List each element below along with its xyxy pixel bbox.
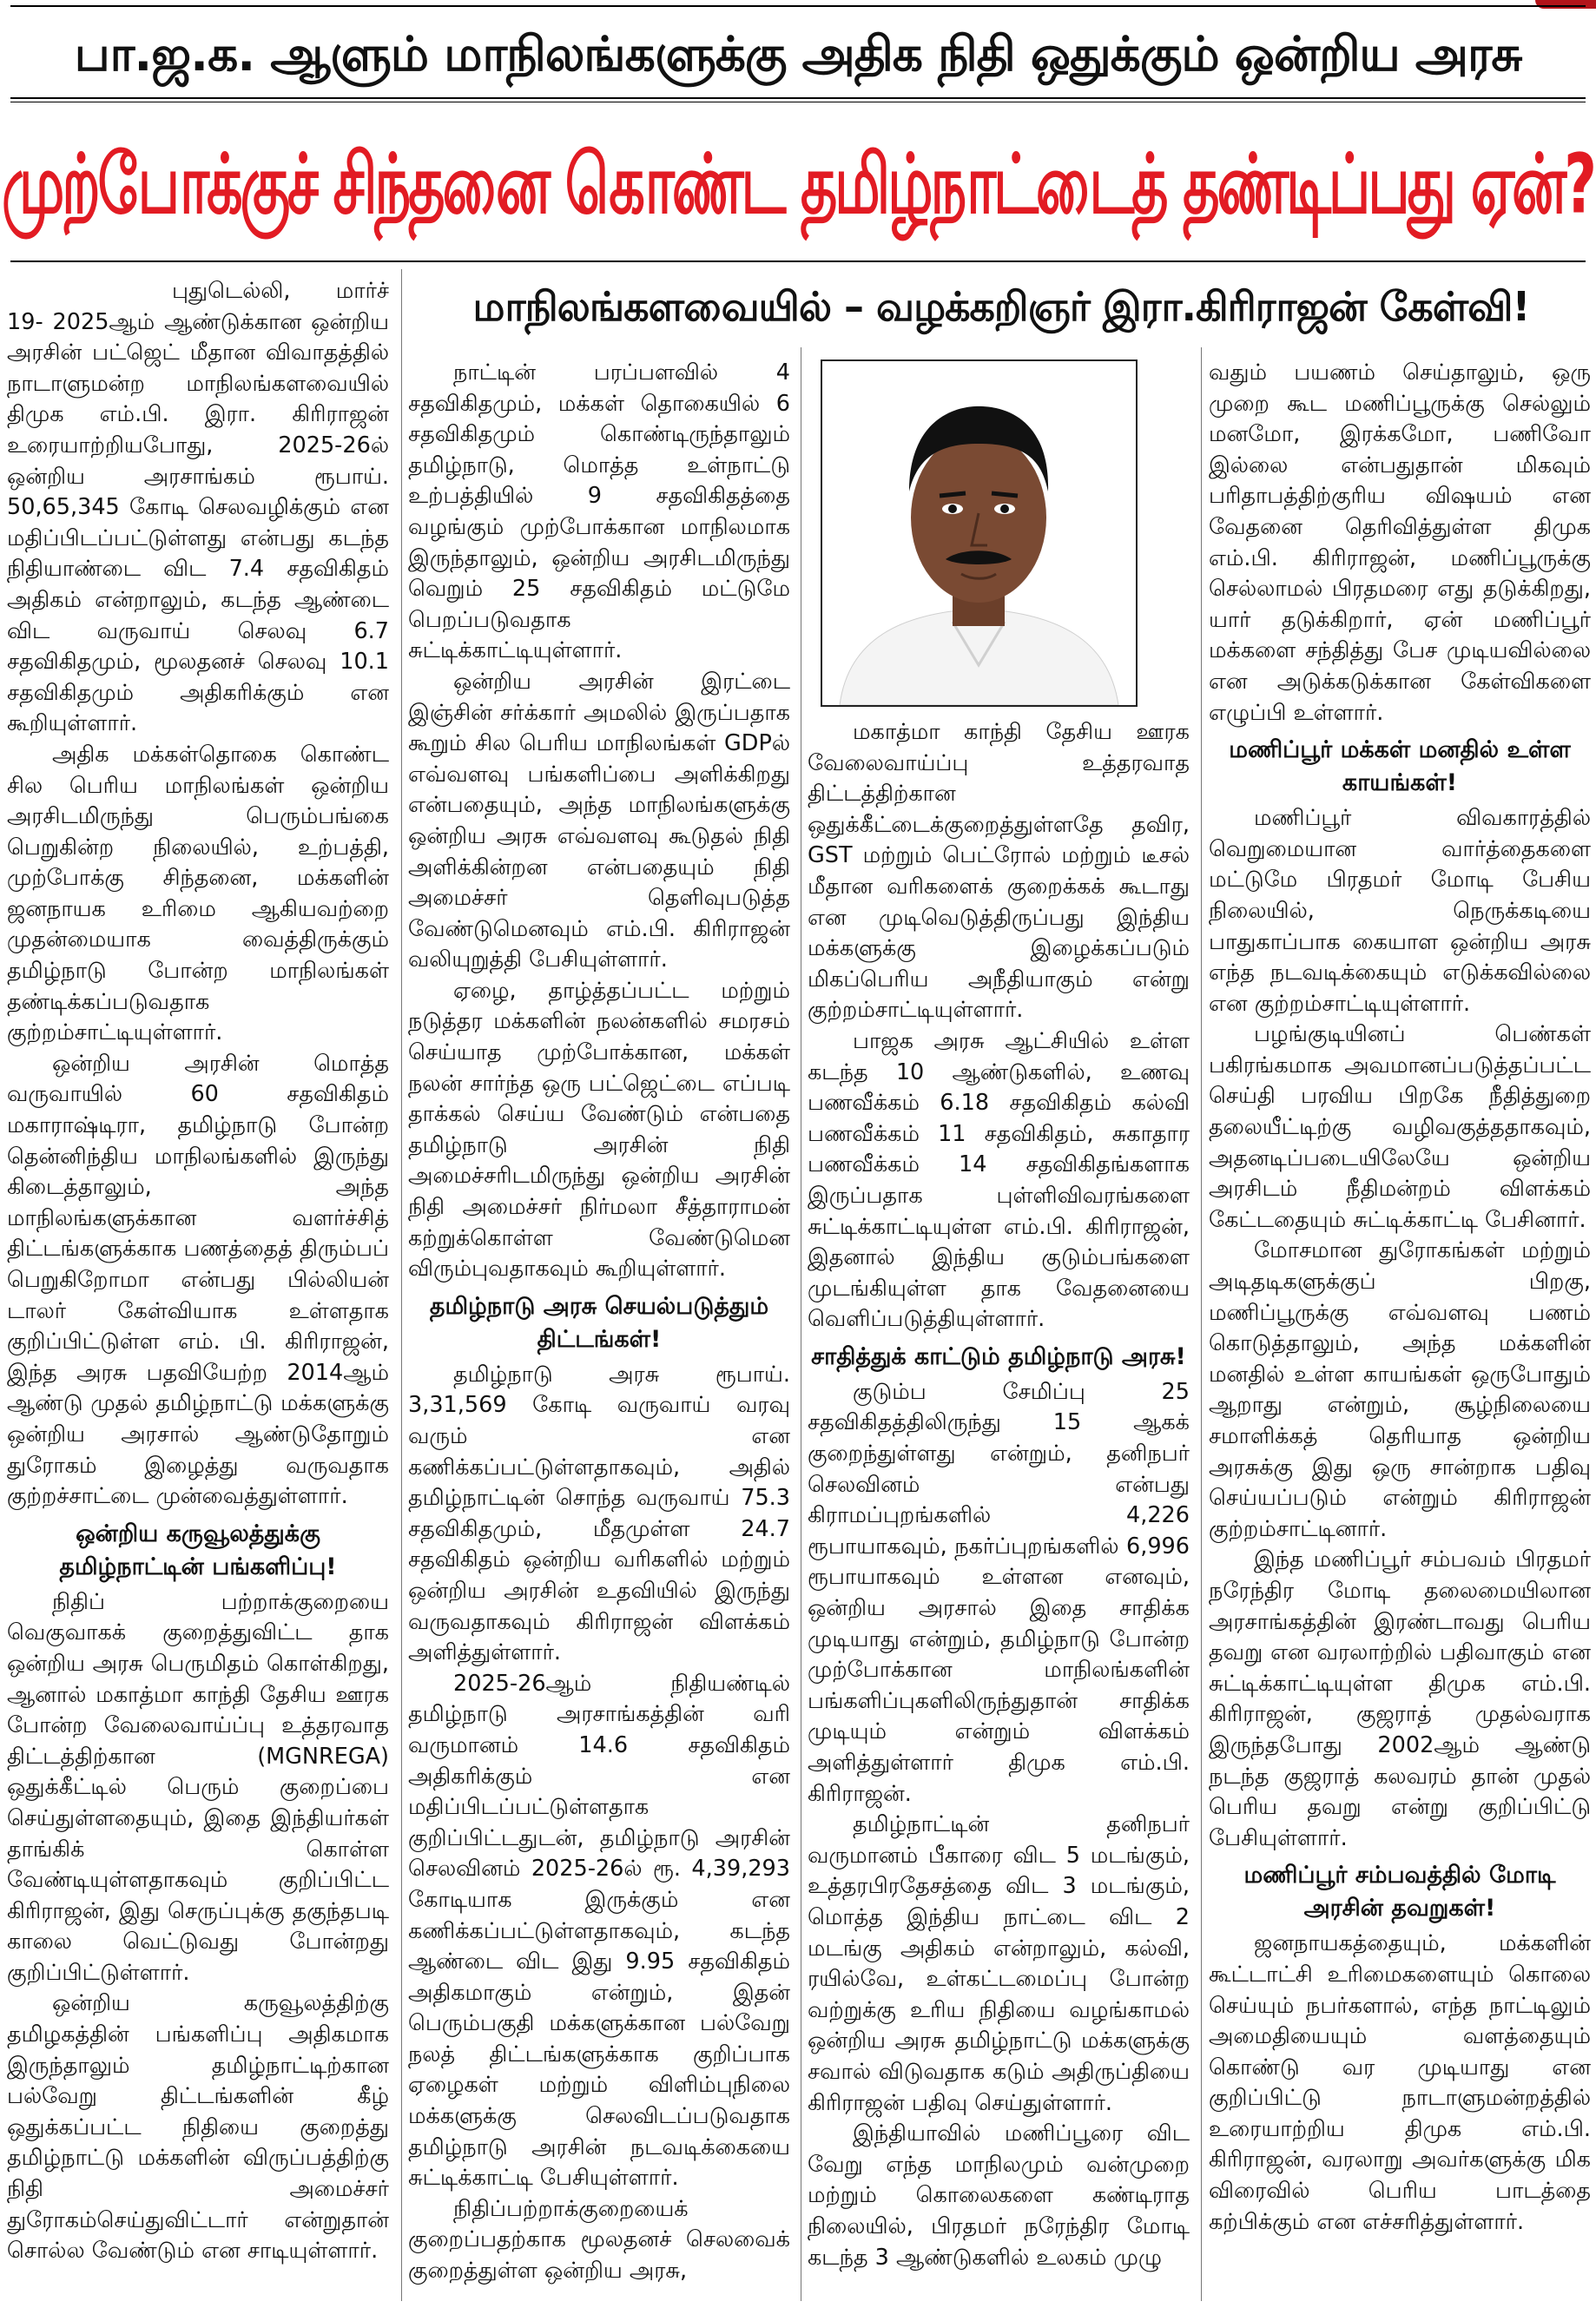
section-heading: தமிழ்நாடு அரசு செயல்படுத்தும் திட்டங்கள்!: [429, 1292, 769, 1353]
article-paragraph: ஒன்றிய அரசின் மொத்த வருவாயில் 60 சதவிகிதம் மகாராஷ்டிரா, தமிழ்நாடு போன்ற தென்னிந்திய மாநிலங்களில் இருந்து கிடைத்தாலும், அந்த மாநிலங்களுக்கான வளர்ச்சித் திட்டங்களுக்காக பணத்தைத் திரும்பப் பெறுகிறோமா என்பது பில்லியன் டாலர் கேள்வியாக உள்ளதாக குறிப்பிட்டுள்ள எம். பி. கிரிராஜன், இந்த அரசு பதவியேற்ற 2014ஆம் ஆண்டு முதல் தமிழ்நாட்டு மக்களுக்கு ஒன்றிய அரசால் ஆண்டுதோறும் துரோகம் இழைத்து வருவதாக குற்றச்சாட்டை முன்வைத்துள்ளார்.: [7, 1050, 389, 1510]
article-paragraph: நிதிப்பற்றாக்குறையைக் குறைப்பதற்காக மூலதனச் செலவைக் குறைத்துள்ள ஒன்றிய அரசு,: [408, 2195, 790, 2285]
article-paragraph: நாட்டின் பரப்பளவில் 4 சதவிகிதமும், மக்கள் தொகையில் 6 சதவிகிதமும் கொண்டிருந்தாலும் தமிழ்நாடு, மொத்த உள்நாட்டு உற்பத்தியில் 9 சதவிகிதத்தை வழங்கும் முற்போக்கான மாநிலமாக இருந்தாலும், ஒன்றிய அரசிடமிருந்து வெறும் 25 சதவிகிதம் மட்டுமே பெறப்படுவதாக சுட்டிக்காட்டியுள்ளார்.: [408, 359, 790, 664]
column-divider: [401, 269, 402, 2301]
article-column-2: [408, 358, 790, 2305]
corner-logo-mark: [1535, 0, 1596, 9]
main-headline: முற்போக்குச் சிந்தனை கொண்ட தமிழ்நாட்டைத் தண்டிப்பது ஏன்?: [2, 137, 1594, 233]
article-paragraph: நிதிப் பற்றாக்குறையை வெகுவாகக் குறைத்துவிட்ட தாக ஒன்றிய அரசு பெருமிதம் கொள்கிறது, ஆனால் மகாத்மா காந்தி தேசிய ஊரக போன்ற வேலைவாய்ப்பு உத்தரவாத திட்டத்திற்கான (MGNREGA) ஒதுக்கீட்டில் பெரும் குறைப்பை செய்துள்ளதையும், இதை இந்தியர்கள் தாங்கிக் கொள்ள வேண்டியுள்ளதாகவும் குறிப்பிட்ட கிரிராஜன், இது செருப்புக்கு தகுந்தபடி காலை வெட்டுவது போன்றது குறிப்பிட்டுள்ளார்.: [7, 1588, 389, 1986]
section-heading: ஒன்றிய கருவூலத்துக்கு தமிழ்நாட்டின் பங்களிப்பு!: [59, 1520, 337, 1580]
section-heading: சாதித்துக் காட்டும் தமிழ்நாடு அரசு!: [811, 1342, 1186, 1370]
subheadline: மாநிலங்களவையில் – வழக்கறிஞர் இரா.கிரிராஜன் கேள்வி!: [472, 283, 1530, 330]
section-heading: மணிப்பூர் சம்பவத்தில் மோடி அரசின் தவறுகள்!: [1243, 1862, 1556, 1922]
article-paragraph: அதிக மக்கள்தொகை கொண்ட சில பெரிய மாநிலங்கள் ஒன்றிய அரசிடமிருந்து பெரும்பங்கை பெறுகின்ற நிலையில், உற்பத்தி, முற்போக்கு சிந்தனை, மக்களின் ஜனநாயக உரிமை ஆகியவற்றை முதன்மையாக வைத்திருக்கும் தமிழ்நாடு போன்ற மாநிலங்கள் தண்டிக்கப்படுவதாக குற்றம்சாட்டியுள்ளார்.: [7, 741, 389, 1046]
article-column-3: [808, 717, 1190, 2305]
article-paragraph: குடும்ப சேமிப்பு 25 சதவிகிதத்திலிருந்து 15 ஆகக் குறைந்துள்ளது என்றும், தனிநபர் செலவினம் என்பது கிராமப்புறங்களில் 4,226 ரூபாயாகவும், நகர்ப்புறங்களில் 6,996 ரூபாயாகவும் உள்ளன எனவும், ஒன்றிய அரசால் இதை சாதிக்க முடியாது என்றும், தமிழ்நாடு போன்ற முற்போக்கான மாநிலங்களின் பங்களிப்புகளிலிருந்துதான் சாதிக்க முடியும் என்றும் விளக்கம் அளித்துள்ளார் திமுக எம்.பி. கிரிராஜன்.: [808, 1378, 1190, 1807]
article-column-4: [1209, 358, 1591, 2305]
article-paragraph: ஒன்றிய கருவூலத்திற்கு தமிழகத்தின் பங்களிப்பு அதிகமாக இருந்தாலும் தமிழ்நாட்டிற்கான பல்வேறு திட்டங்களின் கீழ் ஒதுக்கப்பட்ட நிதியை குறைத்து தமிழ்நாட்டு மக்களின் விருப்பத்திற்கு நிதி அமைச்சர் துரோகம்செய்துவிட்டார் என்றுதான் சொல்ல வேண்டும் என சாடியுள்ளார்.: [7, 1990, 389, 2265]
article-paragraph: பழங்குடியினப் பெண்கள் பகிரங்கமாக அவமானப்படுத்தப்பட்ட செய்தி பரவிய பிறகே நீதித்துறை தலையீட்டிற்கு வழிவகுத்ததாகவும், அதனடிப்படையிலேயே ஒன்றிய அரசிடம் நீதிமன்றம் விளக்கம் கேட்டதையும் சுட்டிக்காட்டி பேசினார்.: [1209, 1021, 1591, 1233]
article-column-1: [7, 276, 389, 2305]
article-paragraph: வதும் பயணம் செய்தாலும், ஒரு முறை கூட மணிப்பூருக்கு செல்லும் மனமோ, இரக்கமோ, பணிவோ இல்லை என்பதுதான் மிகவும் பரிதாபத்திற்குரிய விஷயம் என வேதனை தெரிவித்துள்ள திமுக எம்.பி. கிரிராஜன், மணிப்பூருக்கு செல்லாமல் பிரதமரை எது தடுக்கிறது, யார் தடுக்கிறார், ஏன் மணிப்பூர் மக்களை சந்தித்து பேச முடியவில்லை என அடுக்கடுக்கான கேள்விகளை எழுப்பி உள்ளார்.: [1209, 359, 1591, 726]
article-paragraph: மகாத்மா காந்தி தேசிய ஊரக வேலைவாய்ப்பு உத்தரவாத திட்டத்திற்கான ஒதுக்கீட்டைக்குறைத்துள்ளதே தவிர, GST மற்றும் பெட்ரோல் மற்றும் டீசல் மீதான வரிகளைக் குறைக்கக் கூடாது என முடிவெடுத்திருப்பது இந்திய மக்களுக்கு இழைக்கப்படும் மிகப்பெரிய அநீதியாகும் என்று குற்றம்சாட்டியுள்ளார்.: [808, 719, 1190, 1024]
article-paragraph: தமிழ்நாட்டின் தனிநபர் வருமானம் பீகாரை விட 5 மடங்கும், உத்தரபிரதேசத்தை விட 3 மடங்கும், மொத்த இந்திய நாட்டை விட 2 மடங்கு அதிகம் என்றாலும், கல்வி, ரயில்வே, உள்கட்டமைப்பு போன்ற வற்றுக்கு உரிய நிதியை வழங்காமல் ஒன்றிய அரசு தமிழ்நாட்டு மக்களுக்கு சவால் விடுவதாக கடும் அதிருப்தியை கிரிராஜன் பதிவு செய்துள்ளார்.: [808, 1811, 1190, 2116]
article-paragraph: மோசமான துரோகங்கள் மற்றும் அடிதடிகளுக்குப் பிறகு, மணிப்பூருக்கு எவ்வளவு பணம் கொடுத்தாலும், அந்த மக்களின் மனதில் உள்ள காயங்கள் ஒருபோதும் ஆறாது என்றும், சூழ்நிலையை சமாளிக்கத் தெரியாத ஒன்றிய அரசுக்கு இது ஒரு சான்றாக பதிவு செய்யப்படும் என்றும் கிரிராஜன் குற்றம்சாட்டினார்.: [1209, 1237, 1591, 1542]
article-paragraph: ஏழை, தாழ்த்தப்பட்ட மற்றும் நடுத்தர மக்களின் நலன்களில் சமரசம் செய்யாத முற்போக்கான, மக்கள் நலன் சார்ந்த ஒரு பட்ஜெட்டை எப்படி தாக்கல் செய்ய வேண்டும் என்பதை தமிழ்நாடு அரசின் நிதி அமைச்சரிடமிருந்து ஒன்றிய அரசின் நிதி அமைச்சர் நிர்மலா சீத்தாராமன் கற்றுக்கொள்ள வேண்டுமென விரும்புவதாகவும் கூறியுள்ளார்.: [408, 977, 790, 1283]
top-rule: [10, 5, 1586, 7]
article-paragraph: மணிப்பூர் விவகாரத்தில் வெறுமையான வார்த்தைகளை மட்டுமே பிரதமர் மோடி பேசிய நிலையில், நெருக்கடியை பாதுகாப்பாக கையாள ஒன்றிய அரசு எந்த நடவடிக்கையும் எடுக்கவில்லை என குற்றம்சாட்டியுள்ளார்.: [1209, 805, 1591, 1017]
portrait-photo-icon: [821, 359, 1138, 707]
column-divider: [1201, 347, 1202, 2301]
article-paragraph: ஒன்றிய அரசின் இரட்டை இஞ்சின் சர்க்கார் அமலில் இருப்பதாக கூறும் சில பெரிய மாநிலங்கள் GDPல் எவ்வளவு பங்களிப்பை அளிக்கிறது என்பதையும், அந்த மாநிலங்களுக்கு ஒன்றிய அரசு எவ்வளவு கூடுதல் நிதி அளிக்கின்றன என்பதையும் நிதி அமைச்சர் தெளிவுபடுத்த வேண்டுமெனவும் எம்.பி. கிரிராஜன் வலியுறுத்தி பேசியுள்ளார்.: [408, 668, 790, 973]
rule-under-headline: [10, 260, 1586, 262]
section-heading: மணிப்பூர் மக்கள் மனதில் உள்ள காயங்கள்!: [1229, 736, 1571, 797]
article-paragraph: ஜனநாயகத்தையும், மக்களின் கூட்டாட்சி உரிமைகளையும் கொலை செய்யும் நபர்களால், எந்த நாட்டிலும் அமைதியையும் வளத்தையும் கொண்டு வர முடியாது என குறிப்பிட்டு நாடாளுமன்றத்தில் உரையாற்றிய திமுக எம்.பி. கிரிராஜன், வரலாறு அவர்களுக்கு மிக விரைவில் பெரிய பாடத்தை கற்பிக்கும் என எச்சரித்துள்ளார்.: [1209, 1930, 1591, 2235]
article-paragraph: இந்தியாவில் மணிப்பூரை விட வேறு எந்த மாநிலமும் வன்முறை மற்றும் கொலைகளை கண்டிராத நிலையில், பிரதமர் நரேந்திர மோடி கடந்த 3 ஆண்டுகளில் உலகம் முழு: [808, 2120, 1190, 2271]
article-paragraph: பாஜக அரசு ஆட்சியில் உள்ள கடந்த 10 ஆண்டுகளில், உணவு பணவீக்கம் 6.18 சதவிகிதம் கல்வி பணவீக்கம் 11 சதவிகிதம், சுகாதார பணவீக்கம் 14 சதவிகிதங்களாக இருப்பதாக புள்ளிவிவரங்களை சுட்டிக்காட்டியுள்ள எம்.பி. கிரிராஜன், இதனால் இந்திய குடும்பங்களை முடங்கியுள்ள தாக வேதனையை வெளிப்படுத்தியுள்ளார்.: [808, 1027, 1190, 1333]
kicker-headline: பா.ஜ.க. ஆளும் மாநிலங்களுக்கு அதிக நிதி ஒதுக்கும் ஒன்றிய அரசு: [74, 26, 1522, 82]
article-paragraph: தமிழ்நாடு அரசு ரூபாய். 3,31,569 கோடி வருவாய் வரவு வரும் என கணிக்கப்பட்டுள்ளதாகவும், அதில் தமிழ்நாட்டின் சொந்த வருவாய் 75.3 சதவிகிதமும், மீதமுள்ள 24.7 சதவிகிதம் ஒன்றிய வரிகளில் மற்றும் ஒன்றிய அரசின் உதவியில் இருந்து வருவதாகவும் கிரிராஜன் விளக்கம் அளித்துள்ளார்.: [408, 1361, 790, 1666]
article-paragraph: புதுடெல்லி, மார்ச் 19- 2025ஆம் ஆண்டுக்கான ஒன்றிய அரசின் பட்ஜெட் மீதான விவாதத்தில் நாடாளுமன்ற மாநிலங்களவையில் திமுக எம்.பி. இரா. கிரிராஜன் உரையாற்றியபோது, 2025-26ல் ஒன்றிய அரசாங்கம் ரூபாய். 50,65,345 கோடி செலவழிக்கும் என மதிப்பிடப்பட்டுள்ளது என்பது கடந்த நிதியாண்டை விட 7.4 சதவிகிதம் அதிகம் என்றாலும், கடந்த ஆண்டை விட வருவாய் செலவு 6.7 சதவிகிதமும், மூலதனச் செலவு 10.1 சதவிகிதமும் அதிகரிக்கும் என கூறியுள்ளார்.: [7, 278, 389, 737]
article-paragraph: 2025-26ஆம் நிதியண்டில் தமிழ்நாடு அரசாங்கத்தின் வரி வருமானம் 14.6 சதவிகிதம் அதிகரிக்கும் என மதிப்பிடப்பட்டுள்ளதாக குறிப்பிட்டதுடன், தமிழ்நாடு அரசின் செலவினம் 2025-26ல் ரூ. 4,39,293 கோடியாக இருக்கும் என கணிக்கப்பட்டுள்ளதாகவும், கடந்த ஆண்டை விட இது 9.95 சதவிகிதம் அதிகமாகும் என்றும், இதன் பெரும்பகுதி மக்களுக்கான பல்வேறு நலத் திட்டங்களுக்காக குறிப்பாக ஏழைகள் மற்றும் விளிம்புநிலை மக்களுக்கு செலவிடப்படுவதாக தமிழ்நாடு அரசின் நடவடிக்கையை சுட்டிக்காட்டி பேசியுள்ளார்.: [408, 1670, 790, 2192]
article-paragraph: இந்த மணிப்பூர் சம்பவம் பிரதமர் நரேந்திர மோடி தலைமையிலான அரசாங்கத்தின் இரண்டாவது பெரிய தவறு என வரலாற்றில் பதிவாகும் என சுட்டிக்காட்டியுள்ள திமுக எம்.பி. கிரிராஜன், குஜராத் முதல்வராக இருந்தபோது 2002ஆம் ஆண்டு நடந்த குஜராத் கலவரம் தான் முதல் பெரிய தவறு என்று குறிப்பிட்டு பேசியுள்ளார்.: [1209, 1546, 1591, 1851]
